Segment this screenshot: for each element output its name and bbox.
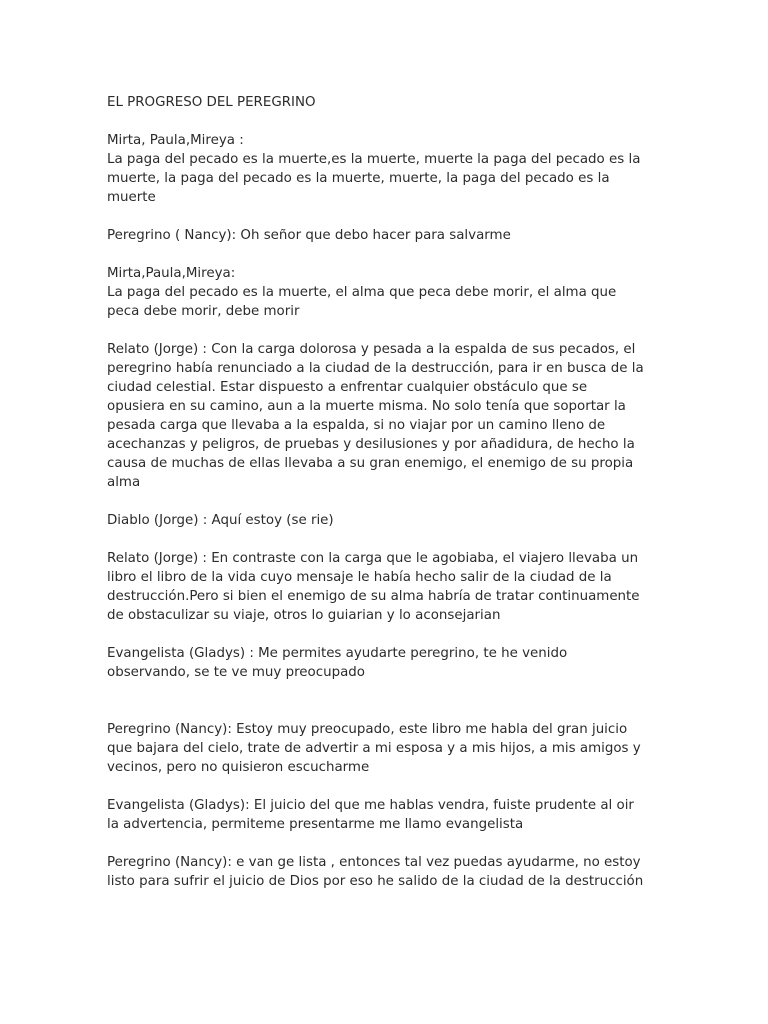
text-line: acechanzas y peligros, de pruebas y desilusiones y por añadidura, de hecho la: [107, 437, 635, 452]
paragraph-diablo: [107, 511, 667, 530]
text-line: opusiera en su camino, aun a la muerte misma. No solo tenía que soportar la: [107, 399, 626, 414]
paragraph-relato-2: [107, 549, 667, 625]
text-line: libro el libro de la vida cuyo mensaje le había hecho salir de la ciudad de la: [107, 570, 612, 585]
text-line: Peregrino ( Nancy): Oh señor que debo hacer para salvarme: [107, 228, 511, 243]
document-title: EL PROGRESO DEL PEREGRINO: [107, 95, 316, 110]
text-line: destrucción.Pero si bien el enemigo de su alma habría de tratar continuamente: [107, 589, 640, 604]
text-line: Diablo (Jorge) : Aquí estoy (se rie): [107, 513, 334, 528]
text-line: listo para sufrir el juicio de Dios por eso he salido de la ciudad de la destrucción: [107, 874, 644, 889]
paragraph-chorus-1: [107, 131, 667, 207]
text-line: pesada carga que llevaba a la espalda, si no viajar por un camino lleno de: [107, 418, 606, 433]
text-line: peca debe morir, debe morir: [107, 304, 300, 319]
text-line: de obstaculizar su viaje, otros lo guiarian y lo aconsejarian: [107, 608, 501, 623]
text-line: ciudad celestial. Estar dispuesto a enfrentar cualquier obstáculo que se: [107, 380, 588, 395]
paragraph-evangelista-2: [107, 796, 667, 834]
paragraph-relato-1: [107, 340, 667, 492]
text-line: causa de muchas de ellas llevaba a su gran enemigo, el enemigo de su propia: [107, 456, 634, 471]
text-line: muerte: [107, 190, 156, 205]
text-line: Mirta,Paula,Mireya:: [107, 266, 236, 281]
document-page: [107, 93, 667, 910]
text-line: la advertencia, permiteme presentarme me llamo evangelista: [107, 817, 524, 832]
text-line: peregrino había renunciado a la ciudad de la destrucción, para ir en busca de la: [107, 361, 644, 376]
text-line: que bajara del cielo, trate de advertir a mi esposa y a mis hijos, a mis amigos y: [107, 741, 641, 756]
paragraph-evangelista-1: [107, 644, 667, 682]
text-line: Relato (Jorge) : Con la carga dolorosa y pesada a la espalda de sus pecados, el: [107, 342, 636, 357]
text-line: Relato (Jorge) : En contraste con la carga que le agobiaba, el viajero llevaba un: [107, 551, 639, 566]
paragraph-chorus-2: [107, 264, 667, 321]
text-line: Peregrino (Nancy): Estoy muy preocupado, este libro me habla del gran juicio: [107, 722, 628, 737]
paragraph-peregrino-1: [107, 226, 667, 245]
text-line: La paga del pecado es la muerte, el alma que peca debe morir, el alma que: [107, 285, 617, 300]
text-line: muerte, la paga del pecado es la muerte, muerte, la paga del pecado es la: [107, 171, 610, 186]
text-line: observando, se te ve muy preocupado: [107, 665, 365, 680]
text-line: Peregrino (Nancy): e van ge lista , entonces tal vez puedas ayudarme, no estoy: [107, 855, 641, 870]
text-line: Evangelista (Gladys): El juicio del que me hablas vendra, fuiste prudente al oir: [107, 798, 634, 813]
text-line: Evangelista (Gladys) : Me permites ayudarte peregrino, te he venido: [107, 646, 568, 661]
text-line: La paga del pecado es la muerte,es la muerte, muerte la paga del pecado es la: [107, 152, 641, 167]
paragraph-peregrino-3: [107, 853, 667, 891]
text-line: vecinos, pero no quisieron escucharme: [107, 760, 370, 775]
paragraph-peregrino-2: [107, 720, 667, 777]
text-line: Mirta, Paula,Mireya :: [107, 133, 244, 148]
text-line: alma: [107, 475, 141, 490]
